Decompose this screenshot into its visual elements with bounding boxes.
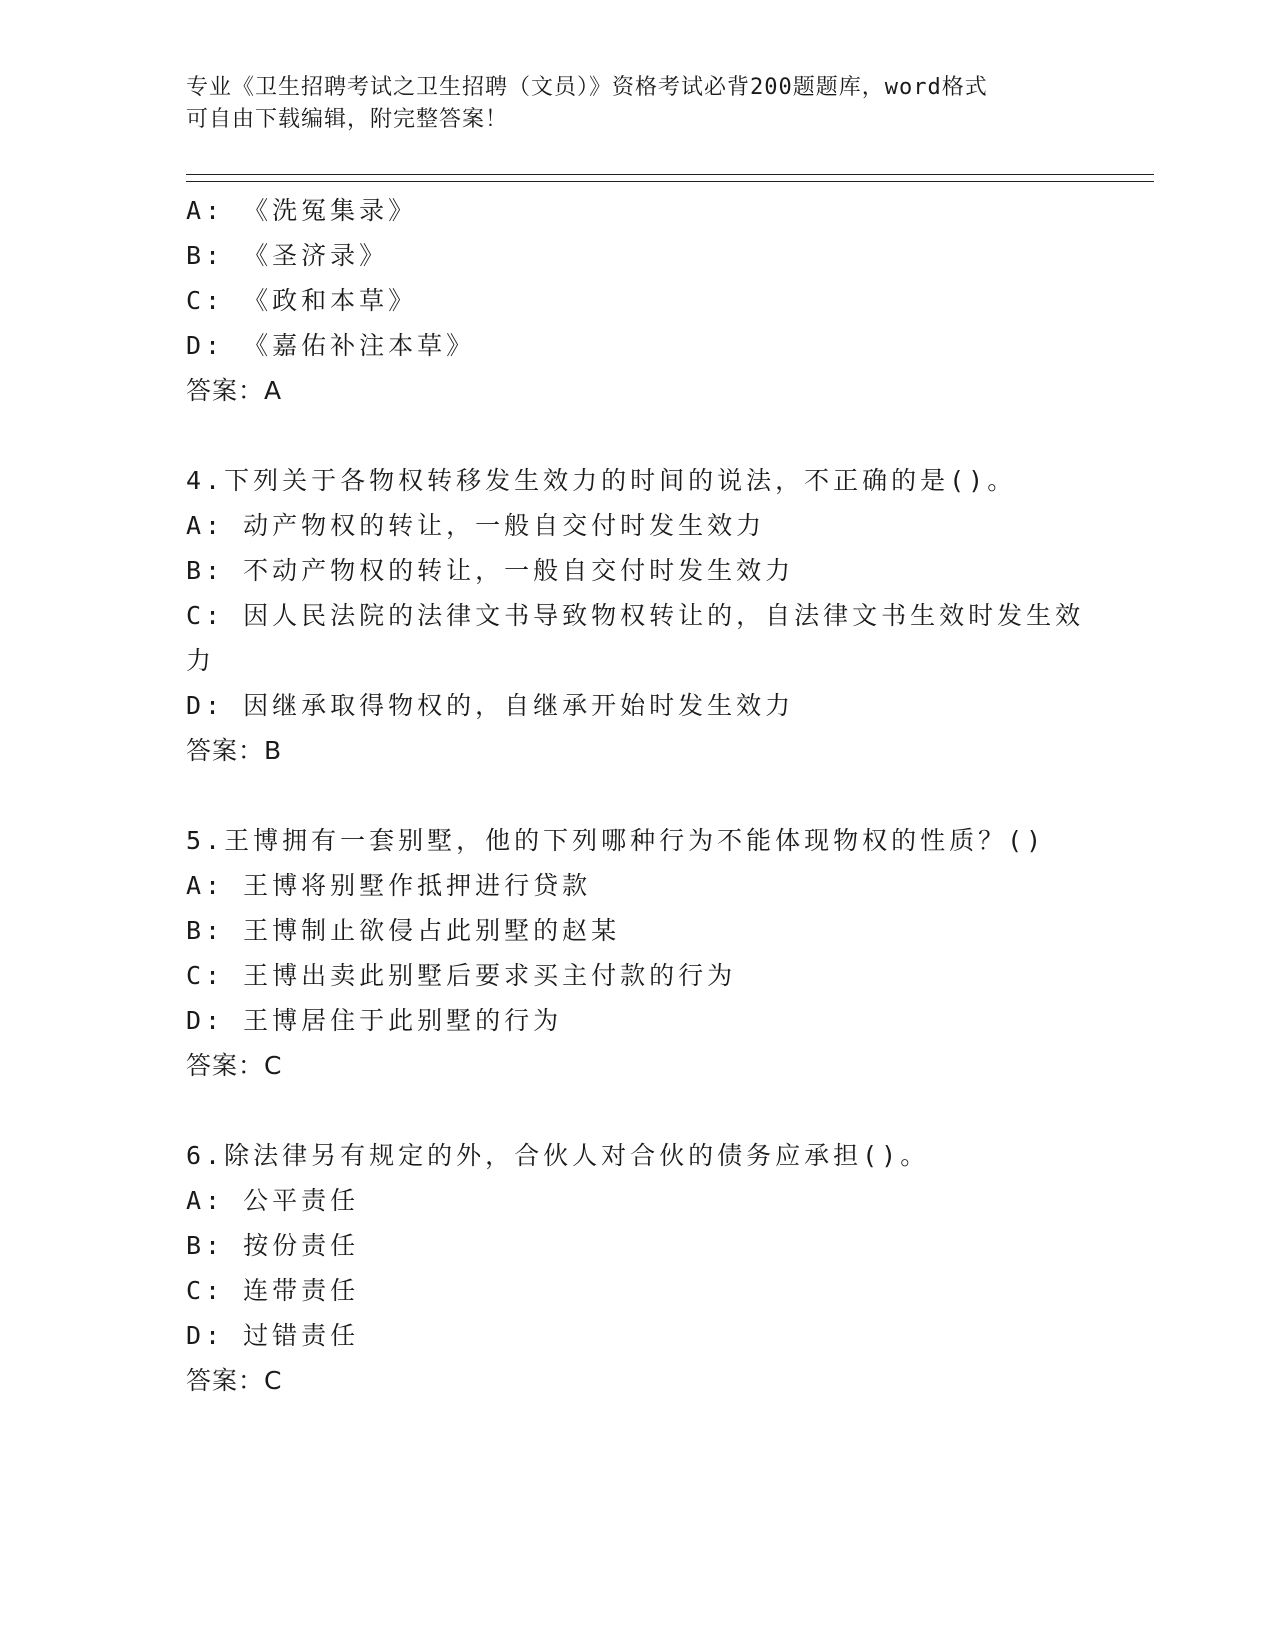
option-a: A: 公平责任	[186, 1186, 360, 1215]
question-block-3	[186, 188, 1086, 413]
option-b: B: 王博制止欲侵占此别墅的赵某	[186, 916, 621, 945]
header-rule-bottom	[186, 181, 1154, 182]
header-line-1: 专业《卫生招聘考试之卫生招聘（文员）》资格考试必背200题题库，word格式	[186, 75, 988, 100]
option-b: B: 不动产物权的转让，一般自交付时发生效力	[186, 556, 795, 585]
option-d: D: 《嘉佑补注本草》	[186, 331, 476, 360]
option-c: C: 王博出卖此别墅后要求买主付款的行为	[186, 961, 737, 990]
answer-line: 答案：C	[186, 1366, 283, 1395]
option-a: A: 王博将别墅作抵押进行贷款	[186, 871, 592, 900]
question-block-6	[186, 1133, 1086, 1403]
question-text: 4.下列关于各物权转移发生效力的时间的说法，不正确的是()。	[186, 466, 1017, 495]
question-list	[186, 188, 1086, 1403]
answer-line: 答案：A	[186, 376, 283, 405]
option-d: D: 过错责任	[186, 1321, 360, 1350]
question-text: 5.王博拥有一套别墅，他的下列哪种行为不能体现物权的性质？()	[186, 826, 1046, 855]
option-d: D: 王博居住于此别墅的行为	[186, 1006, 563, 1035]
option-d: D: 因继承取得物权的，自继承开始时发生效力	[186, 691, 795, 720]
option-c: C: 连带责任	[186, 1276, 360, 1305]
option-a: A: 《洗冤集录》	[186, 196, 418, 225]
document-header	[186, 72, 1066, 136]
option-b: B: 《圣济录》	[186, 241, 389, 270]
question-block-5	[186, 818, 1086, 1088]
answer-line: 答案：C	[186, 1051, 283, 1080]
option-c: C: 《政和本草》	[186, 286, 418, 315]
header-line-2: 可自由下载编辑，附完整答案！	[186, 107, 509, 132]
option-a: A: 动产物权的转让，一般自交付时发生效力	[186, 511, 766, 540]
option-b: B: 按份责任	[186, 1231, 360, 1260]
option-c: C: 因人民法院的法律文书导致物权转让的，自法律文书生效时发生效力	[186, 601, 1085, 675]
answer-line: 答案：B	[186, 736, 283, 765]
question-block-4	[186, 458, 1086, 773]
question-text: 6.除法律另有规定的外，合伙人对合伙的债务应承担()。	[186, 1141, 930, 1170]
header-rule-top	[186, 174, 1154, 175]
